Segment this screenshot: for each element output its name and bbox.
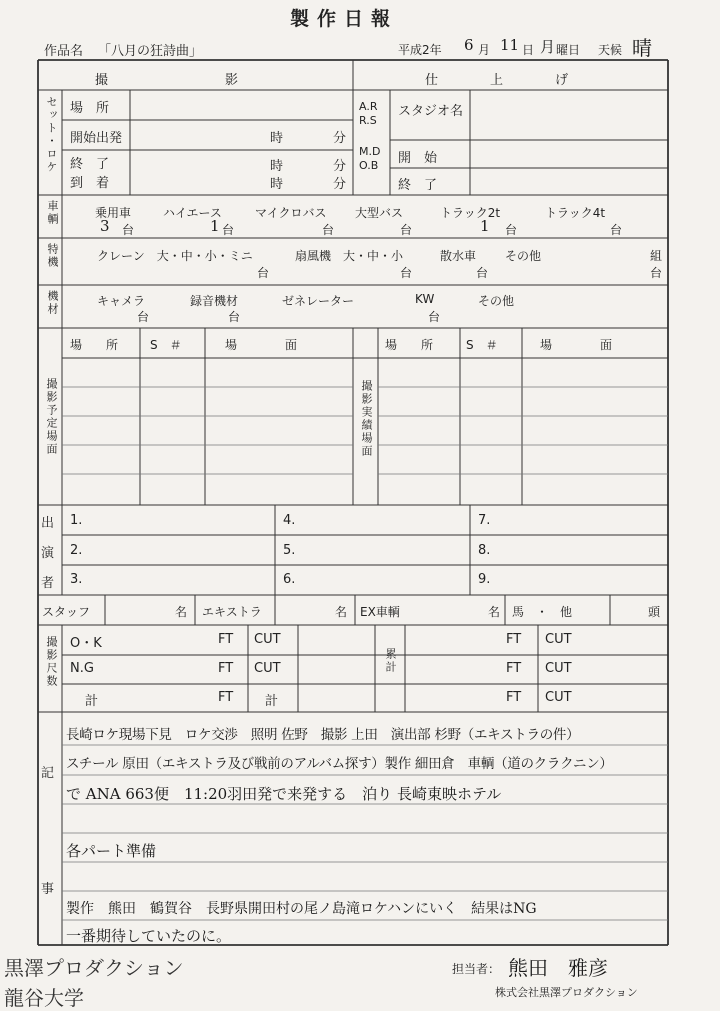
footage-ok: O・K: [70, 636, 102, 651]
watermark-production: 黒澤プロダクション: [4, 956, 184, 980]
weather-label: 天候: [598, 43, 623, 57]
footage-ft-3: FT: [218, 690, 234, 705]
footage-cut-total: 計: [265, 694, 279, 709]
notes-label-1: 記: [41, 766, 55, 781]
finishing-heading: 仕 上 げ: [425, 73, 569, 88]
special-crane: クレーン 大・中・小・ミニ: [97, 249, 253, 263]
date-weekday: 月: [540, 38, 556, 56]
vehicle-truck4t: トラック4t: [545, 206, 606, 220]
hour-unit-1: 時: [270, 131, 284, 146]
arrival-label: 到 着: [70, 176, 110, 191]
company-name: 株式会社黒澤プロダクション: [495, 986, 638, 999]
extra-label: エキストラ: [202, 605, 262, 619]
vehicle-car-count: 3: [100, 217, 110, 235]
shooting-heading: 撮 影: [95, 73, 239, 88]
horse-label: 馬 ・ 他: [512, 605, 573, 619]
cast-no-8: 8.: [478, 543, 491, 558]
person-label: 担当者：: [452, 962, 501, 976]
cast-no-7: 7.: [478, 513, 491, 528]
minute-unit-1: 分: [333, 131, 347, 146]
equip-kw: KW: [415, 292, 435, 306]
vehicle-microbus: マイクロバス: [255, 206, 327, 220]
note-line-7: 製作 熊田 鶴賀谷 長野県開田村の尾ノ島滝ロケハンにいく 結果はNG: [66, 901, 537, 917]
special-fan: 扇風機 大・中・小: [295, 249, 404, 263]
equipment-label: 機材: [46, 290, 59, 316]
staff-label: スタッフ: [42, 605, 91, 619]
equip-camera: キャメラ: [97, 294, 146, 308]
footage-ft-1: FT: [218, 632, 234, 647]
ex-vehicle-unit: 名: [488, 605, 501, 619]
departure-label: 開始出発: [70, 131, 123, 146]
actual-col-scene-no: S ＃: [466, 338, 498, 352]
place-label: 場 所: [70, 101, 110, 116]
cumulative-label: 累計: [384, 648, 397, 674]
vehicle-car: 乗用車: [95, 206, 132, 220]
planned-scenes-label: 撮影予定場面: [45, 378, 58, 456]
date-month-unit: 月: [478, 43, 491, 57]
page-title: 製作日報: [290, 8, 399, 30]
date-month: 6: [464, 36, 474, 54]
cast-no-3: 3.: [70, 572, 83, 587]
cast-label-3: 者: [41, 576, 55, 591]
end-label: 終 了: [70, 157, 110, 172]
vehicle-unit-4: 台: [400, 223, 413, 237]
vehicle-hiace: ハイエース: [163, 206, 222, 220]
work-name: 「八月の狂詩曲」: [98, 44, 203, 59]
actual-scenes-label: 撮影実績場面: [360, 380, 373, 458]
note-line-1: 長崎ロケ現場下見 ロケ交渉 照明 佐野 撮影 上田 演出部 杉野（エキストラの件）: [66, 727, 580, 743]
hour-unit-3: 時: [270, 177, 284, 192]
vehicle-unit-5: 台: [505, 223, 518, 237]
equip-generator: ゼネレーター: [282, 294, 355, 308]
special-unit-4: 台: [650, 266, 663, 280]
start-label: 開 始: [398, 151, 438, 166]
equip-unit-3: 台: [428, 310, 441, 324]
vehicle-unit-1: 台: [122, 223, 135, 237]
vehicle-unit-3: 台: [322, 223, 335, 237]
date-weekday-unit: 曜日: [556, 43, 581, 57]
arrs-label: A.R R.S: [359, 100, 378, 127]
date-day: 11: [500, 36, 520, 54]
cum-cut-1: CUT: [545, 632, 572, 647]
vehicle-unit-2: 台: [222, 223, 235, 237]
person-name: 熊田 雅彦: [508, 956, 608, 980]
cast-no-4: 4.: [283, 513, 296, 528]
weather-value: 晴: [632, 36, 652, 60]
special-sprinkler: 散水車: [440, 249, 477, 263]
footage-cut-2: CUT: [254, 661, 281, 676]
date-day-unit: 日: [522, 43, 535, 57]
vehicles-label: 車輌: [46, 200, 59, 226]
mdob-label: M.D O.B: [359, 145, 381, 172]
cast-no-9: 9.: [478, 572, 491, 587]
special-unit-set: 組: [650, 249, 663, 263]
horse-unit: 頭: [648, 605, 661, 619]
extra-unit: 名: [335, 605, 348, 619]
set-loca-label: セット・ロケ: [45, 96, 58, 174]
vehicle-bus: 大型バス: [355, 206, 404, 220]
notes-label-2: 事: [41, 882, 55, 897]
note-line-3: で ANA 663便 11:20羽田発で来発する 泊り 長崎東映ホテル: [66, 785, 502, 803]
footage-ft-2: FT: [218, 661, 234, 676]
minute-unit-2: 分: [333, 159, 347, 174]
special-unit-3: 台: [476, 266, 489, 280]
footage-total: 計: [85, 694, 99, 709]
date-era: 平成2年: [398, 43, 442, 57]
finish-label: 終 了: [398, 178, 438, 193]
minute-unit-3: 分: [333, 177, 347, 192]
special-unit-1: 台: [257, 266, 270, 280]
equip-unit-2: 台: [228, 310, 241, 324]
actual-col-scene: 場 面: [540, 338, 613, 352]
staff-unit: 名: [175, 605, 188, 619]
cast-label-2: 演: [41, 546, 55, 561]
special-unit-2: 台: [400, 266, 413, 280]
footage-cut-1: CUT: [254, 632, 281, 647]
cum-ft-2: FT: [506, 661, 522, 676]
cast-label-1: 出: [41, 516, 55, 531]
planned-col-scene-no: S ＃: [150, 338, 182, 352]
planned-col-place: 場 所: [70, 338, 119, 352]
equip-unit-1: 台: [137, 310, 150, 324]
cum-ft-3: FT: [506, 690, 522, 705]
ex-vehicle-label: EX車輌: [360, 605, 400, 619]
note-line-2: スチール 原田（エキストラ及び戦前のアルバム探す）製作 細田倉 車輌（道のクラクニン）: [66, 756, 613, 772]
vehicle-truck2t: トラック2t: [440, 206, 501, 220]
vehicle-unit-6: 台: [610, 223, 623, 237]
cum-cut-2: CUT: [545, 661, 572, 676]
special-label: 特機: [46, 243, 59, 269]
cum-ft-1: FT: [506, 632, 522, 647]
cum-cut-3: CUT: [545, 690, 572, 705]
cast-no-6: 6.: [283, 572, 296, 587]
equip-other: その他: [478, 294, 515, 308]
actual-col-place: 場 所: [385, 338, 434, 352]
vehicle-truck2t-count: 1: [480, 217, 490, 235]
cast-no-5: 5.: [283, 543, 296, 558]
vehicle-hiace-count: 1: [210, 217, 220, 235]
note-line-8: 一番期待していたのに。: [66, 927, 232, 945]
planned-col-scene: 場 面: [225, 338, 298, 352]
cast-no-2: 2.: [70, 543, 83, 558]
watermark-university: 龍谷大学: [4, 986, 84, 1010]
note-line-5: 各パート準備: [66, 842, 157, 860]
footage-ng: N.G: [70, 661, 94, 676]
footage-label: 撮影尺数: [45, 636, 58, 688]
special-other: その他: [505, 249, 542, 263]
studio-label: スタジオ名: [398, 104, 464, 119]
work-label: 作品名: [44, 44, 84, 59]
equip-sound: 録音機材: [190, 294, 239, 308]
hour-unit-2: 時: [270, 159, 284, 174]
cast-no-1: 1.: [70, 513, 83, 528]
